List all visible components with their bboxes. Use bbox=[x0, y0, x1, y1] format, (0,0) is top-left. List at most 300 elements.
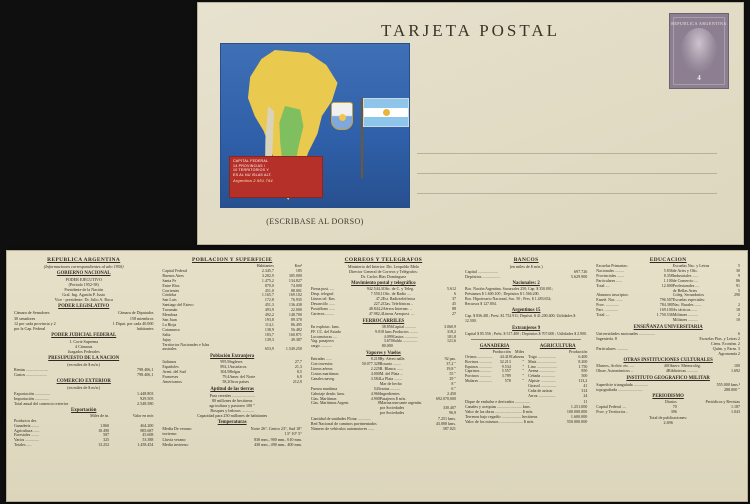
cell: Importación .............. bbox=[14, 395, 50, 401]
statistics-sheet bbox=[6, 250, 748, 502]
cell: 6,9 bbox=[296, 374, 302, 380]
cell: 304,9 bbox=[220, 369, 230, 375]
cell: 1.750.536 bbox=[656, 312, 673, 318]
cell: 227,2 bbox=[373, 301, 383, 306]
col5-univ-r4 bbox=[596, 351, 740, 356]
cell: 1.458.454 bbox=[137, 442, 154, 448]
cell: Obser. Astronómicos .. bbox=[596, 368, 633, 374]
cell: por Sociedades bbox=[379, 405, 405, 411]
cell: 870,0 bbox=[264, 282, 274, 288]
cell: Escuelas Nac. y Letras bbox=[672, 263, 710, 268]
cell: 4.900 bbox=[370, 395, 380, 401]
cell: 2 bbox=[737, 312, 740, 318]
cell: Gastos ............. bbox=[392, 333, 418, 339]
col4-ext-l0: Capital $ 85.556 ; Prést. $ 517.400 ; Depósitos $ 707.600 ; Utilidades $ 2.900. bbox=[464, 332, 587, 337]
cell: Avena ................ bbox=[528, 368, 556, 374]
cell: Productos der. bbox=[14, 417, 37, 423]
cell: Av tácticas ...... bbox=[672, 307, 698, 313]
cell: 555.000 kms.² bbox=[716, 382, 740, 388]
column-population-surface bbox=[159, 255, 304, 497]
cell: Aéreos Internac. .. bbox=[382, 305, 413, 311]
cell: Austríacos bbox=[229, 364, 247, 370]
col5-geo-r1 bbox=[596, 387, 740, 392]
cell: habitantes bbox=[136, 325, 154, 331]
col4-nat-l3: Recursos $ 127.804. bbox=[464, 301, 497, 306]
cell: M. del Plata ... bbox=[379, 370, 404, 376]
cell: de Comercio .... bbox=[672, 277, 699, 283]
cell: 138,9 bbox=[264, 326, 274, 332]
export-table bbox=[14, 414, 153, 448]
table-row bbox=[596, 369, 740, 374]
cell: 27,7 bbox=[294, 359, 302, 365]
cell: Desarrollo ...... bbox=[310, 301, 335, 306]
cell: 314 bbox=[581, 388, 588, 394]
cell: Mendoza bbox=[162, 312, 178, 318]
cell: 5.629.900 bbox=[570, 274, 588, 280]
cell bbox=[435, 344, 456, 349]
argentina-flag-icon bbox=[363, 98, 409, 127]
cell: Ofic. de Radio .... bbox=[382, 291, 412, 297]
cell: 92 pas. bbox=[444, 356, 456, 362]
cell: Marina mercante argentín. bbox=[379, 400, 423, 406]
col4-nat-l1: Préstamos $ 1.600.100 ; Depósitos $ 1.566.200. bbox=[464, 292, 540, 297]
cell: Terrenos bajo regadío ................... hectáreas bbox=[464, 414, 538, 420]
cell: 798.406,1 bbox=[137, 372, 154, 378]
cell: varias .......... bbox=[379, 385, 401, 391]
cell: 79,4 bbox=[222, 374, 230, 380]
cell: Carteros ......... bbox=[310, 310, 335, 316]
col2-foreign-population-heading: Población Extranjera bbox=[210, 354, 255, 360]
cell: Otros países bbox=[229, 378, 250, 384]
cell: 305.000 bbox=[288, 272, 302, 278]
cell: 10 bbox=[735, 316, 740, 322]
argentina-coat-of-arms-icon bbox=[331, 102, 353, 130]
cell: Agricultura ...... bbox=[14, 427, 40, 433]
cell: 942.544,3 bbox=[366, 286, 383, 292]
cell: Superficie triangulada .............. bbox=[596, 382, 648, 388]
col4-argentinos-heading: Argentinos 15 bbox=[511, 308, 541, 314]
cell: 4.000 bbox=[370, 370, 380, 376]
cell: 4 bbox=[665, 368, 668, 374]
column-education bbox=[593, 255, 743, 497]
cell: 21,3 bbox=[294, 364, 302, 370]
cell: " bbox=[522, 368, 525, 374]
cell: Alumnos inscriptos: bbox=[596, 292, 629, 298]
col4-irrig-r4 bbox=[465, 419, 587, 424]
col1-sec1-heading: PODER LEGISLATIVO bbox=[58, 304, 110, 310]
cell: Corrientes bbox=[162, 287, 180, 293]
cell: 2.225 bbox=[370, 366, 380, 372]
cell: 387.021 bbox=[442, 426, 456, 432]
cell: 1 Diput. por cada 40.000 bbox=[112, 320, 154, 326]
cell: Rentas ..................... bbox=[14, 367, 48, 373]
cell: 587 bbox=[103, 432, 110, 438]
th: Valor en m/n bbox=[132, 412, 154, 418]
col3-postal-movement-heading: Movimiento postal y telegráfico bbox=[351, 281, 416, 287]
cell: 18 bbox=[735, 307, 740, 313]
cell: Canales y acequias ........................ kms. bbox=[464, 404, 531, 410]
cell: 290 bbox=[733, 292, 740, 298]
cell: Firma post. .... bbox=[310, 286, 335, 292]
cell: 6 bbox=[737, 330, 740, 336]
cell: 22.000 bbox=[290, 307, 302, 313]
cell: 7.550,1 bbox=[370, 291, 383, 297]
cell: 41 bbox=[583, 383, 588, 389]
col4-nationals-heading: Nacionales: 2 bbox=[512, 281, 540, 287]
cell: Ciens. Económ. 2 bbox=[710, 341, 740, 347]
cell: 49.387 bbox=[290, 336, 302, 342]
col4-deposits bbox=[465, 274, 587, 279]
cell: 11 bbox=[583, 398, 588, 404]
cell: Ingredientes bbox=[379, 390, 400, 396]
cell: Maíz ................... bbox=[528, 358, 557, 364]
cell: Prov. ............. bbox=[596, 302, 619, 308]
cell: 88 bbox=[451, 305, 456, 311]
cell: Entradas ...... bbox=[310, 356, 332, 362]
cell: Locomotoras .... bbox=[310, 333, 337, 339]
table-row bbox=[162, 347, 301, 352]
cell: 5 bbox=[737, 263, 740, 268]
cell: Militares .......... bbox=[672, 312, 699, 318]
col4-sub: (en miles de $ m/n.) bbox=[509, 264, 543, 269]
cell: Nac. Rurales ....... bbox=[672, 302, 702, 308]
table-row bbox=[311, 312, 456, 317]
cell: 9.018 kms. bbox=[375, 328, 393, 334]
cell bbox=[647, 318, 672, 323]
cell: Provinciales ....... bbox=[596, 272, 625, 278]
col4-nat-l0: Bco. Nación Argentina. Sucursales 250; Cap. $ 350.001; bbox=[464, 287, 553, 292]
cell: 193,8 bbox=[264, 316, 274, 322]
cell: Equinos ............. bbox=[464, 363, 493, 369]
col1-sec2-l0: 1. Corte Suprema bbox=[69, 338, 99, 344]
cell: San Juan bbox=[162, 316, 177, 322]
cell: Nacionales ......... bbox=[596, 267, 625, 273]
cell: 2 bbox=[737, 302, 740, 308]
cell: Depósitos ................. bbox=[464, 274, 500, 280]
cell: 12.000 bbox=[661, 282, 673, 288]
col1-sec0-l1: Presidente de la Nación bbox=[64, 287, 104, 293]
col2-land-r0b: 80 millones de hectáreas bbox=[211, 397, 253, 403]
column-post-telegraph bbox=[308, 255, 459, 497]
cell: Mar de hecho bbox=[379, 380, 402, 386]
col1-sec3-r2 bbox=[14, 372, 153, 377]
cell: 37 bbox=[451, 296, 456, 302]
cell: 6 bbox=[453, 291, 456, 297]
col1-sec0-l3: Vice - presidente: Dr. Julio A. Roca bbox=[54, 297, 113, 303]
cell: 47.982,4 bbox=[368, 310, 383, 316]
th: Habitantes bbox=[256, 263, 274, 268]
cultural-table bbox=[596, 364, 740, 374]
cell: 1.043 bbox=[730, 409, 740, 415]
table-row bbox=[596, 318, 740, 323]
cell: 784.380 bbox=[659, 302, 673, 308]
cell: 1.692 bbox=[730, 368, 740, 374]
cell: 493,9 bbox=[264, 307, 274, 313]
cell: 70 bbox=[672, 404, 677, 410]
col4-ganaderia-heading: GANADERIA bbox=[479, 343, 510, 349]
col1-sec0-l0: (Período 1952-58) bbox=[68, 282, 99, 288]
col5-press-total: Total de publicaciones: bbox=[649, 415, 688, 421]
cell: Norte 26°, Centro 23°, Sud 18° bbox=[250, 426, 302, 432]
livestock-table bbox=[465, 350, 524, 384]
cell: 8,5 bbox=[296, 369, 302, 375]
cell: 86 bbox=[735, 277, 740, 283]
cell: 181,8 bbox=[446, 333, 456, 339]
col4-agricultura-heading: AGRICULTURA bbox=[539, 343, 576, 349]
cell: 134.827 bbox=[288, 277, 302, 283]
cell: Capital Federal bbox=[162, 267, 187, 273]
cell: 6 " bbox=[451, 385, 456, 391]
cell: 9 bbox=[737, 272, 740, 278]
cell: Líneas tel. Km. bbox=[310, 296, 336, 302]
cell: Escuelas especiales: bbox=[672, 297, 706, 303]
legend-line-0: CAPITAL FEDERAL bbox=[233, 159, 269, 163]
th: Km² bbox=[294, 263, 302, 268]
cell: Cebada .............. bbox=[528, 373, 556, 379]
col3-railways-heading: FERROCARRILES bbox=[362, 318, 405, 324]
cell: Part. ............. bbox=[596, 307, 618, 313]
col4-arg-l0: Cap. $ 836.481; Prest. $1.752.911; Depósit. $ 41.200.400; Utilidades $ 12.500. bbox=[464, 314, 576, 324]
cell: Tucumán bbox=[162, 307, 178, 313]
col3-roads-r2 bbox=[311, 426, 456, 431]
cell: Gastos .................... bbox=[14, 372, 47, 378]
cell: 330.407 bbox=[442, 405, 456, 411]
col1-sec2-l1: 4 Cámaras bbox=[75, 343, 93, 349]
cell: australes bbox=[162, 346, 177, 352]
cell: R. Blanca ...... bbox=[379, 366, 403, 372]
population-table bbox=[162, 264, 301, 352]
cell: 1.187 bbox=[730, 404, 740, 410]
cell: 550.000.000 bbox=[566, 419, 588, 425]
cell: 1.600.000 bbox=[570, 414, 588, 420]
cell: 3.670 bbox=[383, 338, 393, 344]
cell: Cantidad de unidades Flotar ............. bbox=[310, 416, 372, 422]
cell: Españoles bbox=[162, 364, 179, 370]
cell: 148.700 bbox=[288, 312, 302, 318]
cell: Caña de azúcar bbox=[528, 388, 553, 394]
cell: Total anual del comercio exterior bbox=[14, 400, 69, 406]
cell: 5.612 bbox=[446, 286, 456, 292]
th: Producción bbox=[569, 348, 588, 354]
postal-movement-table bbox=[311, 287, 456, 316]
cell: Pasajeros $ m/n. bbox=[379, 395, 407, 401]
stamp-border bbox=[673, 17, 725, 85]
cell: En explotac. kms. bbox=[310, 323, 340, 329]
cell: 1.251.000 bbox=[570, 404, 588, 410]
col3-l1: Director General de Correos y Telégrafos: bbox=[348, 269, 418, 275]
cell: Media De verano: bbox=[162, 426, 192, 432]
legend-signature: Argentina 2.951.764 bbox=[233, 178, 273, 184]
cell: Mulares ............. bbox=[464, 378, 493, 384]
cell: Exportación ............... bbox=[14, 390, 51, 396]
cell: Trigo .................. bbox=[528, 353, 556, 359]
cell: 43.000 kms. bbox=[435, 421, 456, 427]
cell: 45.608 bbox=[142, 432, 154, 438]
cell: 12 por cada provincia y 2 bbox=[14, 320, 56, 326]
cell: " bbox=[522, 363, 525, 369]
cell: Cías. Marítimas Argent. bbox=[310, 400, 350, 406]
cell: 100 bbox=[733, 363, 740, 369]
cell: Fuerza marítima bbox=[310, 385, 338, 391]
cell: 8.218 bbox=[370, 356, 380, 362]
cell: Red Nacional de caminos pavimentados bbox=[310, 421, 377, 427]
cell: Entre Ríos bbox=[162, 282, 180, 288]
col3-ships-flights-heading: Vapores y Vuelos bbox=[366, 351, 401, 357]
th: Periódicos y Revistas bbox=[705, 399, 740, 405]
cell: 5.836 bbox=[663, 267, 673, 273]
cell: Forestales ........ bbox=[14, 432, 40, 438]
cell: Lluvia verano: bbox=[162, 436, 187, 442]
legend-line-1: 14 PROVINCIAS / bbox=[233, 163, 266, 168]
cell: 3.060,9 bbox=[443, 323, 456, 329]
cell: Capital Federal .... bbox=[596, 404, 626, 410]
cell: Córdoba bbox=[162, 292, 177, 298]
cell: Bibliotecas ........... bbox=[667, 368, 698, 374]
cell: Líneas aéreas bbox=[310, 366, 333, 372]
cell: 4.966 bbox=[370, 390, 380, 396]
cell: " bbox=[522, 373, 525, 379]
cell: Desp. telegraf. bbox=[310, 291, 335, 297]
agriculture-table bbox=[528, 350, 587, 399]
th: Diarios bbox=[664, 399, 677, 405]
cell bbox=[393, 344, 436, 349]
cell: 139,3 bbox=[264, 336, 274, 342]
cell: Militares .......... bbox=[672, 316, 699, 322]
cell: Saldo .............. bbox=[392, 338, 417, 344]
col3-title: CORREOS Y TELEGRAFOS bbox=[344, 257, 423, 263]
cell: 88.001 bbox=[290, 287, 302, 293]
cell: 45 bbox=[451, 301, 456, 306]
cell: 464.200 bbox=[140, 422, 154, 428]
cell: 850 bbox=[581, 368, 588, 374]
address-line-1 bbox=[417, 153, 717, 154]
cell: 2.345,7 bbox=[261, 267, 274, 273]
divider bbox=[471, 339, 581, 340]
col3-l0: Ministerio del Interior: Dtr. Leopoldo Melo bbox=[347, 264, 419, 269]
col1-sec1-r3 bbox=[14, 326, 153, 331]
press-table bbox=[596, 400, 740, 415]
cell: 995,9 bbox=[220, 359, 230, 365]
legend-line-2: 10 TERRITORIOS Y bbox=[233, 168, 269, 173]
cell: Escuelas Ptas. y Letras 2 bbox=[699, 335, 740, 341]
legend-line-3: ES AL NU ISLAS ALT. bbox=[233, 172, 272, 177]
cell: por Sociedades bbox=[379, 410, 405, 416]
col5-cultural-heading: OTRAS INSTITUCIONES CULTURALES bbox=[623, 358, 713, 364]
col5-press-heading: PERIODISMO bbox=[652, 394, 684, 400]
cell: 396 bbox=[670, 409, 677, 415]
cell: Costas marítimas bbox=[310, 370, 339, 376]
cell: Número de vehículos automotores ...... bbox=[310, 426, 375, 432]
cell: 451,3 bbox=[264, 302, 274, 308]
cell: 27 bbox=[451, 310, 456, 316]
cell: 32.213 bbox=[499, 358, 511, 364]
cell: 697.726 bbox=[573, 269, 588, 275]
address-line-3 bbox=[417, 193, 717, 194]
col2-title: POBLACION Y SUPERFICIE bbox=[191, 257, 273, 263]
stamp-value: 4 bbox=[697, 73, 701, 82]
cell: 9.534 bbox=[501, 363, 511, 369]
col2-land-r0: Para cereales ...................... bbox=[209, 392, 255, 398]
cell: 492,2 bbox=[264, 312, 274, 318]
cell: 8 bbox=[377, 400, 380, 406]
col1-sec0-heading: GOBIERNO NACIONAL bbox=[56, 271, 111, 276]
table-row bbox=[162, 380, 301, 385]
col4-nat-l2: Bco. Hipotecario Nacional, Suc. 50 ; Pres. $ 1.483.652; bbox=[464, 296, 552, 301]
cell: Particulares ........... bbox=[596, 346, 628, 352]
col5-geo-heading: INSTITUTO GEOGRAFICO MILITAR bbox=[626, 376, 710, 382]
cell: Santiago del Estero bbox=[162, 302, 194, 308]
cell: 172,8 bbox=[264, 297, 274, 303]
th: Miles de tn. bbox=[90, 412, 110, 418]
table-row bbox=[311, 344, 456, 349]
cell: Dique de embalse e derivados ............... bbox=[464, 398, 531, 404]
foreign-population-table bbox=[162, 360, 301, 385]
cell: 288.000 " bbox=[723, 387, 740, 393]
cell: 96,9 bbox=[448, 410, 456, 416]
cell: Postalfono ...... bbox=[310, 305, 335, 311]
cell: Catamarca bbox=[162, 326, 180, 332]
cell: 89.370 bbox=[290, 316, 302, 322]
cell: 6.400 bbox=[578, 353, 588, 359]
col2-land-r1: agricultura y pastoreo 100 " bbox=[209, 403, 255, 409]
cell: Arroz ................. bbox=[528, 393, 556, 399]
cell: 30 senadores bbox=[14, 315, 36, 321]
cell: 158 miembros bbox=[129, 315, 154, 321]
cell: cargo ........... bbox=[310, 343, 332, 349]
cell: Profesionales .... bbox=[672, 282, 700, 288]
cell: 48.844,2 bbox=[368, 305, 383, 311]
col1-subtitle: (Informaciones correspondientes al año 1950) bbox=[43, 264, 124, 269]
cell: 100.000.000 bbox=[566, 409, 588, 415]
col4-extranjeros-heading: Extranjeros 9 bbox=[512, 326, 541, 332]
cell: Territorios Nacionales e Islas bbox=[162, 341, 210, 347]
cell: Con travesías bbox=[310, 361, 333, 367]
cell: Canales naveg. bbox=[310, 375, 336, 381]
ships-flights-table bbox=[311, 357, 456, 416]
cell: 4.099 bbox=[383, 333, 393, 339]
write-on-back-note: (ESCRIBASE AL DORSO) bbox=[266, 217, 364, 226]
table-total-row bbox=[14, 443, 153, 448]
cell: 74.000 bbox=[290, 282, 302, 288]
cell: Cabotaje desdo. kms. bbox=[310, 390, 346, 396]
cell: 578 bbox=[504, 378, 511, 384]
cell: La Rioja bbox=[162, 321, 177, 327]
cell: 53.388 bbox=[142, 437, 154, 443]
cell: Porcinos ........... bbox=[464, 373, 491, 379]
cell: 3.789 bbox=[501, 373, 511, 379]
cell: Cámara de Senadores bbox=[14, 310, 50, 316]
cell: 500 bbox=[581, 373, 588, 379]
stamp-country: REPUBLICA ARGENTINA bbox=[671, 20, 727, 26]
cell: 692.070,000 bbox=[435, 395, 456, 401]
cell: 2.548.580 bbox=[137, 400, 154, 406]
page-title: TARJETA POSTAL bbox=[380, 21, 561, 40]
cell: Alpiste ............... bbox=[528, 378, 556, 384]
cell: Cías. Marítimas bbox=[310, 395, 337, 401]
cell: Museos, Archiv. etc. .... bbox=[596, 363, 635, 369]
cell: 8.358 bbox=[663, 272, 673, 278]
cell: 7.251 kms. bbox=[437, 416, 456, 422]
cell: Particulares ...... bbox=[596, 277, 623, 283]
cell: 3.584 bbox=[370, 375, 380, 381]
cell: 929.505 bbox=[140, 395, 154, 401]
cell: Ganadería ........ bbox=[14, 422, 40, 428]
cell: 19,8 " bbox=[446, 366, 456, 372]
col4-title: BANCOS bbox=[513, 257, 539, 263]
cell: Clas. Telefónicas .. bbox=[382, 301, 414, 306]
cell: Universidades nacionales ................ bbox=[596, 330, 656, 336]
cell: 885.687 bbox=[140, 427, 154, 433]
